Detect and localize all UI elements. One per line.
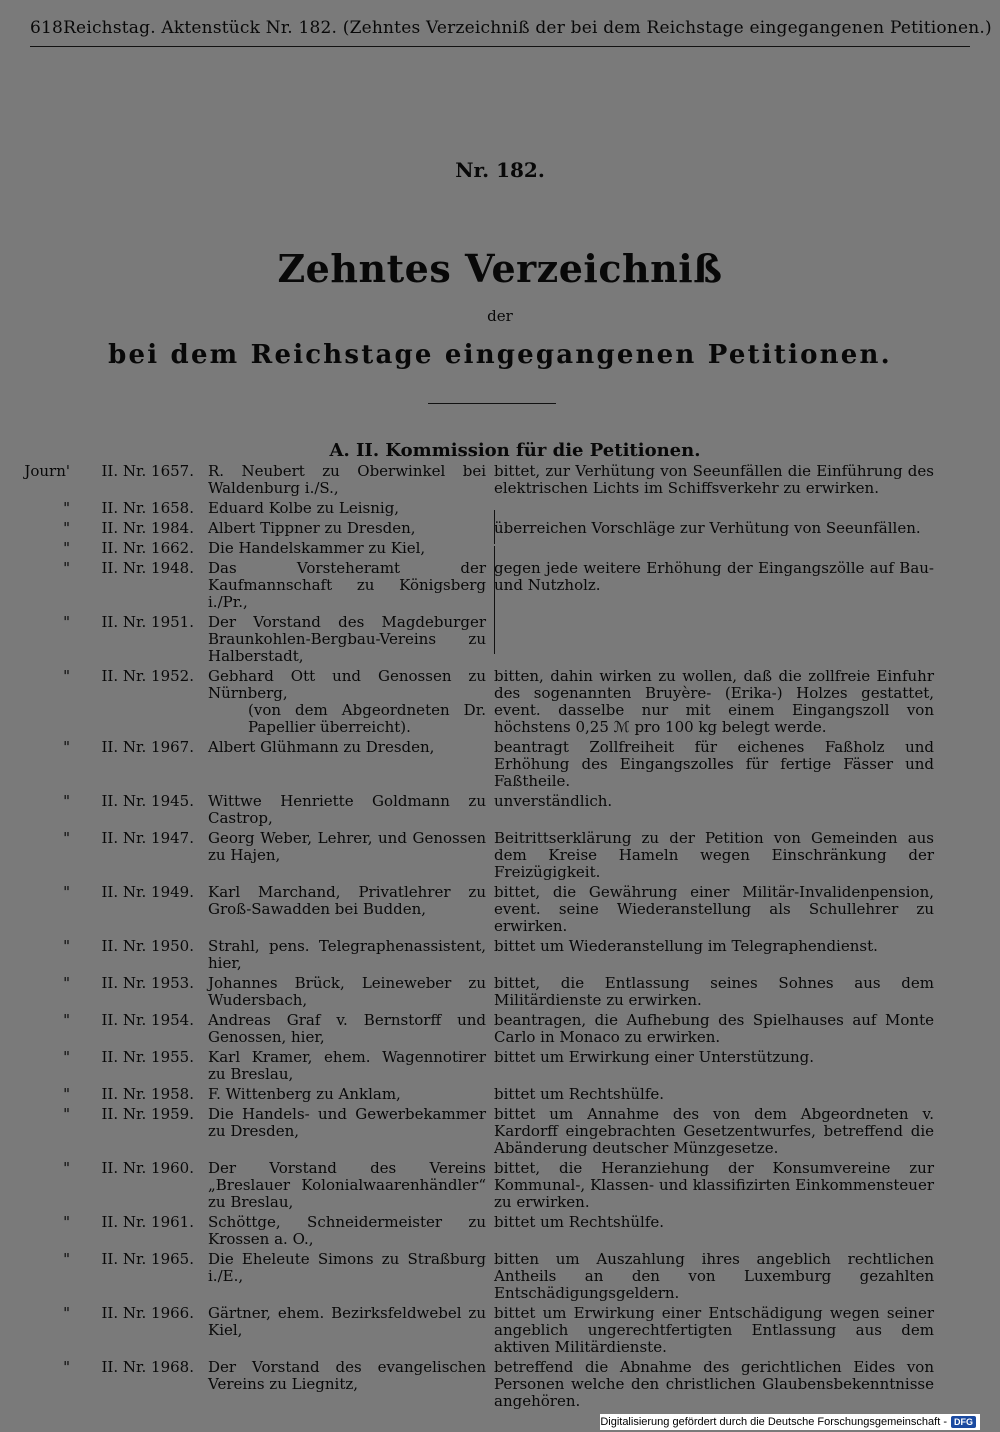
petitioner <box>208 1305 494 1356</box>
journal-ditto: " <box>63 1304 70 1322</box>
petitioner <box>208 793 494 827</box>
document-number: Nr. 182. <box>455 158 545 182</box>
petitioner-name: Andreas Graf v. Bernstorff und Genossen, hier, <box>208 1011 486 1046</box>
petition-entry <box>0 793 1000 827</box>
journal-ditto: " <box>63 1048 70 1066</box>
journal-number: II. Nr. 1950. <box>101 937 194 955</box>
petition-request: bittet um Annahme des von dem Abgeordneten v. Kardorff eingebrachten Gesetzentwurfes, betreffend die Abänderung deutscher Münzgesetze. <box>494 1105 934 1157</box>
document-title: Zehntes Verzeichniß <box>277 246 723 291</box>
petition-request <box>494 614 934 665</box>
journal-number: II. Nr. 1951. <box>101 613 194 631</box>
petition-entry <box>0 1086 1000 1103</box>
journal-ditto: " <box>63 613 70 631</box>
petitioner-name: R. Neubert zu Oberwinkel bei Waldenburg i./S., <box>208 462 486 497</box>
petition-list <box>0 463 1000 1413</box>
petition-entry <box>0 560 1000 611</box>
journal-number: II. Nr. 1657. <box>101 462 194 480</box>
petition-entry <box>0 1160 1000 1211</box>
journal-ditto: " <box>63 1105 70 1123</box>
journal-number: II. Nr. 1662. <box>101 539 194 557</box>
journal-ditto: " <box>63 883 70 901</box>
petition-entry <box>0 1359 1000 1410</box>
journal-number: II. Nr. 1953. <box>101 974 194 992</box>
petitioner-name: Karl Marchand, Privatlehrer zu Groß-Sawadden bei Budden, <box>208 883 486 918</box>
petition-entry <box>0 1251 1000 1302</box>
petition-request: bittet um Erwirkung einer Entschädigung wegen seiner angeblich ungerechtfertigten Entlassung aus dem aktiven Militärdienste. <box>494 1304 934 1356</box>
journal-number: II. Nr. 1949. <box>101 883 194 901</box>
petitioner <box>208 1086 494 1103</box>
petitioner <box>208 975 494 1009</box>
petitioner <box>208 739 494 790</box>
petition-request: unverständlich. <box>494 792 613 810</box>
journal-ditto: " <box>63 738 70 756</box>
petitioner <box>208 830 494 881</box>
petitioner <box>208 1012 494 1046</box>
journal-ditto: " <box>63 1159 70 1177</box>
journal-number: II. Nr. 1984. <box>101 519 194 537</box>
petition-request: bittet um Rechtshülfe. <box>494 1213 665 1231</box>
journal-number: II. Nr. 1965. <box>101 1250 194 1268</box>
petition-entry <box>0 975 1000 1009</box>
journal-number: II. Nr. 1954. <box>101 1011 194 1029</box>
petitioner-name: Eduard Kolbe zu Leisnig, <box>208 499 400 517</box>
petitioner <box>208 614 494 665</box>
journal-number: II. Nr. 1945. <box>101 792 194 810</box>
petitioner-name: Schöttge, Schneidermeister zu Krossen a. O., <box>208 1213 486 1248</box>
petitioner <box>208 1160 494 1211</box>
journal-ditto: " <box>63 519 70 537</box>
petition-request: bittet um Wiederanstellung im Telegraphendienst. <box>494 937 878 955</box>
petition-entry <box>0 830 1000 881</box>
petition-entry <box>0 884 1000 935</box>
petitioner <box>208 540 494 557</box>
journal-number: II. Nr. 1947. <box>101 829 194 847</box>
digitization-credit <box>600 1414 980 1430</box>
petitioner <box>208 938 494 972</box>
petitioner <box>208 1049 494 1083</box>
petition-request: Beitrittserklärung zu der Petition von Gemeinden aus dem Kreise Hameln wegen Einschränkung der Freizügigkeit. <box>494 829 934 881</box>
petitioner <box>208 520 494 537</box>
petitioner-name: Gebhard Ott und Genossen zu Nürnberg, <box>208 667 486 702</box>
petitioner-name: Die Eheleute Simons zu Straßburg i./E., <box>208 1250 486 1285</box>
petitioner <box>208 1359 494 1410</box>
journal-ditto: Journ' <box>24 462 70 480</box>
journal-ditto: " <box>63 667 70 685</box>
petition-entry <box>0 938 1000 972</box>
petitioner-name: Der Vorstand des Vereins „Breslauer Kolonialwaarenhändler“ zu Breslau, <box>208 1159 486 1211</box>
journal-number: II. Nr. 1960. <box>101 1159 194 1177</box>
petitioner-name: Karl Kramer, ehem. Wagennotirer zu Breslau, <box>208 1048 486 1083</box>
journal-number: II. Nr. 1961. <box>101 1213 194 1231</box>
petition-request: bittet, die Entlassung seines Sohnes aus dem Militärdienste zu erwirken. <box>494 974 934 1009</box>
petitioner-name: Gärtner, ehem. Bezirksfeldwebel zu Kiel, <box>208 1304 486 1339</box>
petition-request <box>494 500 934 517</box>
petitioner <box>208 668 494 736</box>
journal-ditto: " <box>63 559 70 577</box>
petitioner-name: Albert Glühmann zu Dresden, <box>208 738 435 756</box>
journal-number: II. Nr. 1952. <box>101 667 194 685</box>
title-connector: der <box>487 307 513 325</box>
journal-ditto: " <box>63 1358 70 1376</box>
journal-number: II. Nr. 1958. <box>101 1085 194 1103</box>
petitioner <box>208 463 494 497</box>
group-brace <box>486 510 495 544</box>
journal-ditto: " <box>63 499 70 517</box>
petition-entry <box>0 1012 1000 1046</box>
petition-request: bittet um Rechtshülfe. <box>494 1085 665 1103</box>
group-brace <box>486 546 495 654</box>
journal-ditto: " <box>63 1250 70 1268</box>
petitioner-name: Der Vorstand des evangelischen Vereins zu Liegnitz, <box>208 1358 486 1393</box>
journal-number: II. Nr. 1955. <box>101 1048 194 1066</box>
petitioner-name: Die Handelskammer zu Kiel, <box>208 539 426 557</box>
journal-ditto: " <box>63 1085 70 1103</box>
page-number: 618 <box>30 18 64 38</box>
petition-entry <box>0 500 1000 517</box>
header-rule <box>30 46 970 47</box>
journal-ditto: " <box>63 1213 70 1231</box>
journal-ditto: " <box>63 792 70 810</box>
petitioner-name: Das Vorsteheramt der Kaufmannschaft zu Königsberg i./Pr., <box>208 559 486 611</box>
journal-ditto: " <box>63 974 70 992</box>
petition-entry <box>0 1049 1000 1083</box>
petition-request: bittet, zur Verhütung von Seeunfällen die Einführung des elektrischen Lichts im Schiffsverkehr zu erwirken. <box>494 462 934 497</box>
petition-entry <box>0 668 1000 736</box>
credit-text: Digitalisierung gefördert durch die Deutsche Forschungsgemeinschaft - <box>600 1416 947 1428</box>
petitioner-name: Georg Weber, Lehrer, und Genossen zu Hajen, <box>208 829 486 864</box>
journal-number: II. Nr. 1959. <box>101 1105 194 1123</box>
petition-entry <box>0 739 1000 790</box>
running-title: Reichstag. Aktenstück Nr. 182. (Zehntes Verzeichniß der bei dem Reichstage eingegangenen Petitionen.) <box>63 18 992 38</box>
document-subtitle: bei dem Reichstage eingegangenen Petitionen. <box>108 340 892 370</box>
petition-request: gegen jede weitere Erhöhung der Eingangszölle auf Bau- und Nutzholz. <box>494 559 934 594</box>
journal-number: II. Nr. 1658. <box>101 499 194 517</box>
section-heading: A. II. Kommission für die Petitionen. <box>329 440 701 461</box>
petition-request: betreffend die Abnahme des gerichtlichen Eides von Personen welche den christlichen Glaubensbekenntnisse angehören. <box>494 1358 934 1410</box>
journal-number: II. Nr. 1948. <box>101 559 194 577</box>
petitioner-name: F. Wittenberg zu Anklam, <box>208 1085 401 1103</box>
petition-request: bittet, die Heranziehung der Konsumvereine zur Kommunal-, Klassen- und klassifizirten Einkommensteuer zu erwirken. <box>494 1159 934 1211</box>
petition-request: bittet, die Gewährung einer Militär-Invalidenpension, event. seine Wiederanstellung als Schullehrer zu erwirken. <box>494 883 934 935</box>
petition-request: bittet um Erwirkung einer Unterstützung. <box>494 1048 815 1066</box>
petition-entry <box>0 1214 1000 1248</box>
petition-entry <box>0 614 1000 665</box>
journal-ditto: " <box>63 1011 70 1029</box>
petitioner <box>208 1251 494 1302</box>
petition-entry <box>0 520 1000 537</box>
petitioner-name: Wittwe Henriette Goldmann zu Castrop, <box>208 792 486 827</box>
petition-request: beantragt Zollfreiheit für eichenes Faßholz und Erhöhung des Eingangszolles für fertige Fässer und Faßtheile. <box>494 738 934 790</box>
petitioner-note: (von dem Abgeordneten Dr. Papellier überreicht). <box>248 701 486 736</box>
journal-number: II. Nr. 1966. <box>101 1304 194 1322</box>
petitioner-name: Albert Tippner zu Dresden, <box>208 519 416 537</box>
petitioner <box>208 500 494 517</box>
petition-request <box>494 540 934 557</box>
dfg-logo: DFG <box>951 1416 976 1428</box>
petitioner-name: Strahl, pens. Telegraphenassistent, hier, <box>208 937 486 972</box>
petitioner <box>208 884 494 935</box>
journal-ditto: " <box>63 539 70 557</box>
journal-number: II. Nr. 1967. <box>101 738 194 756</box>
petition-entry <box>0 1305 1000 1356</box>
petitioner-name: Der Vorstand des Magdeburger Braunkohlen-Bergbau-Vereins zu Halberstadt, <box>208 613 486 665</box>
petition-entry <box>0 540 1000 557</box>
petitioner <box>208 1214 494 1248</box>
journal-ditto: " <box>63 829 70 847</box>
petition-request: beantragen, die Aufhebung des Spielhauses auf Monte Carlo in Monaco zu erwirken. <box>494 1011 934 1046</box>
petition-entry <box>0 1106 1000 1157</box>
petitioner-name: Die Handels- und Gewerbekammer zu Dresden, <box>208 1105 486 1140</box>
journal-number: II. Nr. 1968. <box>101 1358 194 1376</box>
running-header <box>30 18 992 48</box>
petition-entry <box>0 463 1000 497</box>
journal-ditto: " <box>63 937 70 955</box>
petition-request: bitten, dahin wirken zu wollen, daß die zollfreie Einfuhr des sogenannten Bruyère- (Erika-) Holzes gestattet, event. dasselbe nur mit einem Eingangszoll von höchstens 0,25 ℳ pro 100 kg belegt werde. <box>494 667 934 736</box>
petition-request: bitten um Auszahlung ihres angeblich rechtlichen Antheils an den von Luxemburg gezahlten Entschädigungsgeldern. <box>494 1250 934 1302</box>
petitioner-name: Johannes Brück, Leineweber zu Wudersbach, <box>208 974 486 1009</box>
petitioner <box>208 1106 494 1157</box>
title-rule <box>428 403 556 404</box>
petitioner <box>208 560 494 611</box>
petition-request: überreichen Vorschläge zur Verhütung von Seeunfällen. <box>494 519 921 537</box>
